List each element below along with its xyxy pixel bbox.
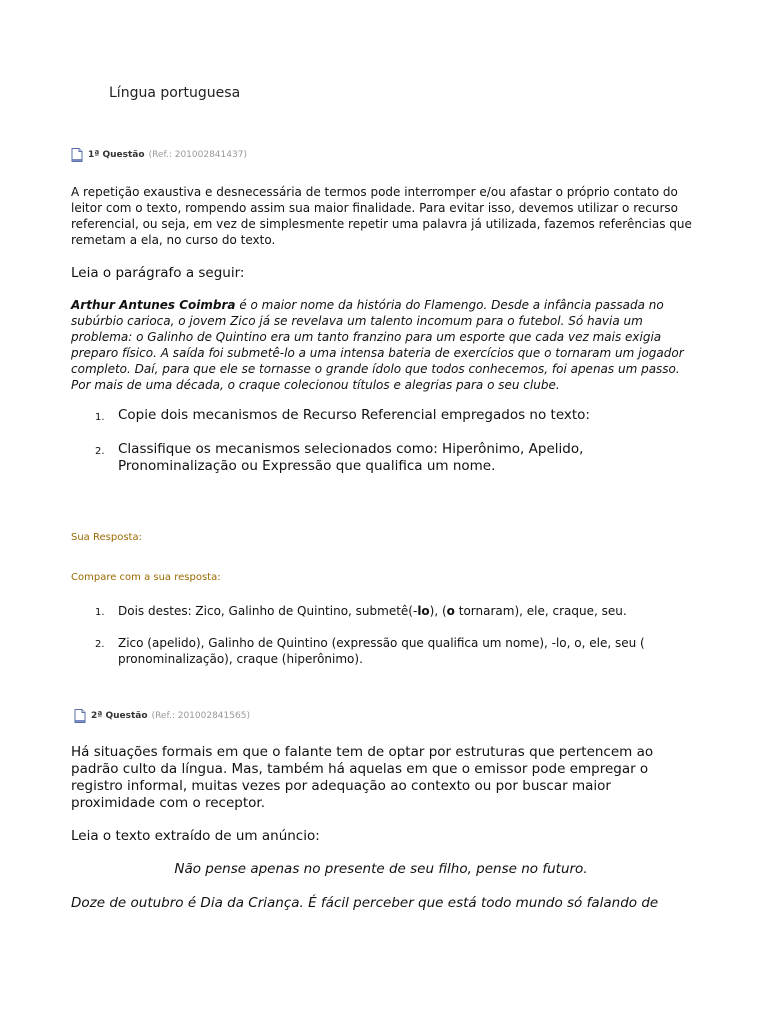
question-1-excerpt	[71, 297, 701, 393]
list-item-text	[118, 603, 695, 621]
question-1-intro: A repetição exaustiva e desnecessária de termos pode interromper e/ou afastar o próprio contato do leitor com o texto, rompendo assim sua maior finalidade. Para evitar isso, devemos utilizar o recurso referencial, ou seja, em vez de simplesmente repetir uma palavra já utilizada, fazemos referências que remetam a ela, no curso do texto.	[71, 185, 692, 247]
your-answer-label: Sua Resposta:	[71, 532, 142, 543]
compare-answer-label: Compare com a sua resposta:	[71, 572, 221, 583]
question-2-instruction: Leia o texto extraído de um anúncio:	[71, 828, 320, 844]
question-2-continuation: Doze de outubro é Dia da Criança. É fácil perceber que está todo mundo só falando de	[71, 895, 659, 911]
excerpt-bold-name: Arthur Antunes Coimbra	[71, 298, 236, 312]
list-item-number: 2.	[95, 639, 105, 650]
list-item-text: Classifique os mecanismos selecionados como: Hiperônimo, Apelido, Pronominalização ou Expressão que qualifica um nome.	[118, 441, 584, 474]
question-number: 2ª Questão	[91, 710, 148, 721]
document-icon	[74, 709, 85, 722]
question-1-header	[71, 148, 247, 161]
list-item-text: Copie dois mecanismos de Recurso Referencial empregados no texto:	[118, 407, 590, 423]
list-item-number: 1.	[95, 412, 105, 423]
document-icon	[71, 148, 82, 161]
answer-text: Dois destes: Zico, Galinho de Quintino, submetê(-	[118, 604, 418, 618]
excerpt-text: é o maior nome da história do Flamengo. Desde a infância passada no subúrbio carioca, o jovem Zico já se revelava um talento incomum para o futebol. Só havia um problema: o Galinho de Quintino era um tanto franzino para um esporte que cada vez mais exigia preparo físico. A saída foi submetê-lo a uma intensa bateria de exercícios que o tornaram um jogador completo. Daí, para que ele se tornasse o grande ídolo que todos conhecemos, foi apenas um passo. Por mais de uma década, o craque colecionou títulos e alegrias para o seu clube.	[71, 298, 684, 392]
list-item	[95, 441, 695, 475]
answer-bold: o	[446, 604, 455, 618]
question-2-header	[74, 709, 250, 722]
question-ref: (Ref.: 201002841565)	[151, 710, 250, 721]
answer-text: tornaram), ele, craque, seu.	[454, 604, 627, 618]
list-item	[95, 407, 695, 426]
list-item	[95, 635, 695, 667]
list-item-text: Zico (apelido), Galinho de Quintino (expressão que qualifica um nome), -lo, o, ele, seu ( pronominalização), craque (hiperônimo).	[118, 636, 645, 666]
list-item	[95, 603, 695, 621]
question-ref: (Ref.: 201002841437)	[148, 149, 247, 160]
document-title: Língua portuguesa	[109, 85, 241, 101]
question-2-intro: Há situações formais em que o falante tem de optar por estruturas que pertencem ao padrão culto da língua. Mas, também há aquelas em que o emissor pode empregar o registro informal, muitas vezes por adequação ao contexto ou por buscar maior proximidade com o receptor.	[71, 744, 654, 811]
list-item-number: 1.	[95, 607, 105, 618]
answer-items	[95, 603, 695, 667]
question-number: 1ª Questão	[88, 149, 145, 160]
question-1-instruction: Leia o parágrafo a seguir:	[71, 265, 245, 281]
answer-text: ), (	[429, 604, 447, 618]
list-item-number: 2.	[95, 446, 105, 457]
question-1-items	[95, 407, 695, 475]
answer-bold: lo	[417, 604, 430, 618]
question-2-quote: Não pense apenas no presente de seu filho, pense no futuro.	[174, 861, 588, 877]
